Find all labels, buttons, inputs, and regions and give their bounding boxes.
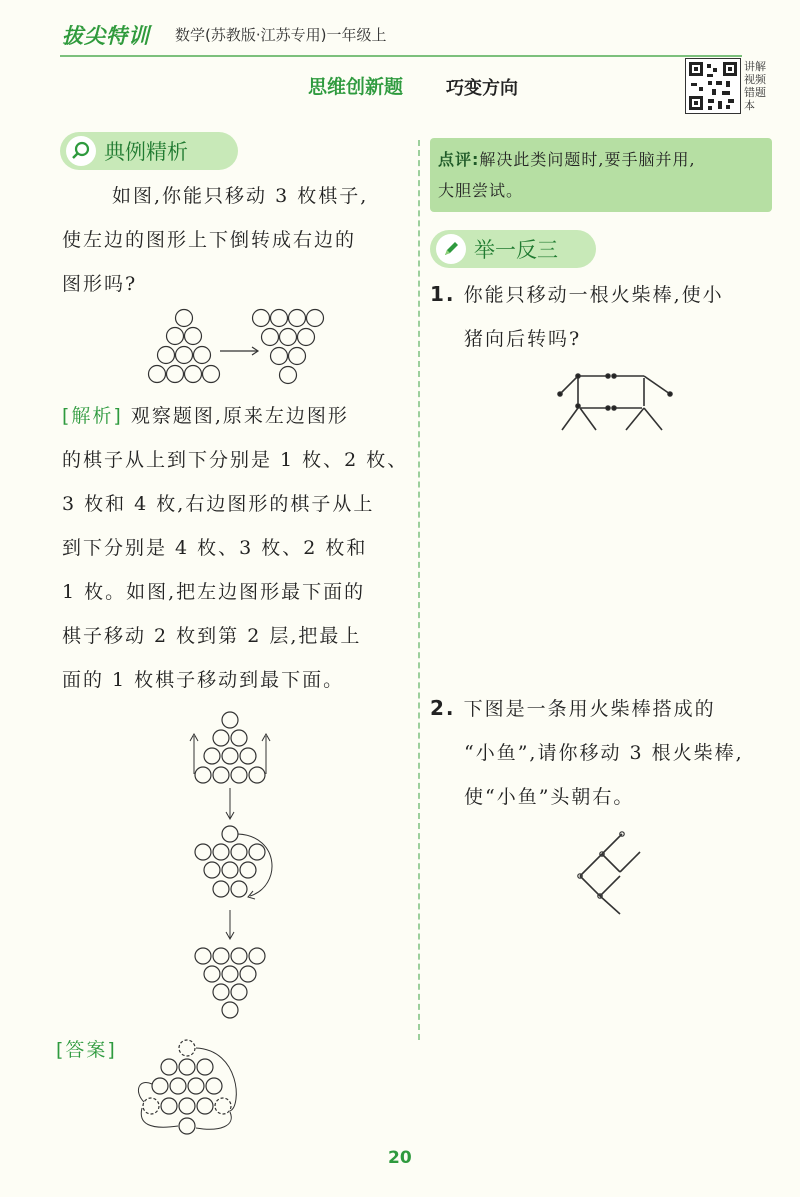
example-tag-label: 典例精析 [104,140,188,164]
magnifier-icon [66,136,96,166]
analysis-line: 面的 1 枚棋子移动到最下面。 [62,669,345,691]
analysis-steps-figure [180,706,300,1026]
analysis-line: 观察题图,原来左边图形 [122,405,349,427]
question-line: 图形吗? [62,273,138,295]
practice-tag [430,230,596,268]
comment-line: 大胆尝试。 [438,181,524,200]
header-rule [60,55,742,57]
question-1-line: 你能只移动一根火柴棒,使小 [463,284,724,306]
matchstick-pig-figure [550,366,690,446]
question-1 [430,272,780,361]
analysis-line: 的棋子从上到下分别是 1 枚、2 枚、 [62,449,409,471]
question-1-number: 1. [430,282,456,306]
section-title: 思维创新题 [308,76,404,98]
column-divider [418,140,420,1040]
example-question [62,174,412,306]
analysis-line: 3 枚和 4 枚,右边图形的棋子从上 [62,493,375,515]
question-2-line: 下图是一条用火柴棒搭成的 [463,698,716,720]
example-tag [60,132,238,170]
analysis-label: [解析] [62,405,123,427]
question-2-line: “小鱼”,请你移动 3 根火柴棒, [464,742,744,764]
brand-logo: 拔尖特训 [62,24,150,48]
question-2 [430,686,780,819]
comment-box [430,138,772,212]
analysis-text [62,394,412,702]
section-subtitle: 巧变方向 [446,78,518,99]
question-line: 使左边的图形上下倒转成右边的 [62,229,357,251]
chess-triangle-figure [136,306,336,386]
question-2-number: 2. [430,696,456,720]
book-series-title: 数学(苏教版·江苏专用)一年级上 [175,26,387,44]
analysis-line: 棋子移动 2 枚到第 2 层,把最上 [62,625,362,647]
practice-tag-label: 举一反三 [474,238,558,262]
pencil-icon [436,234,466,264]
qr-label: 讲解视频 错题本 [744,60,766,112]
page-number: 20 [388,1148,412,1168]
comment-line: 解决此类问题时,要手脑并用, [479,150,696,169]
analysis-line: 到下分别是 4 枚、3 枚、2 枚和 [62,537,368,559]
question-line: 如图,你能只移动 3 枚棋子, [112,185,369,207]
qr-code-icon[interactable] [685,58,741,114]
comment-label: 点评: [438,150,480,169]
analysis-line: 1 枚。如图,把左边图形最下面的 [62,581,366,603]
matchstick-fish-figure [570,828,650,918]
answer-figure [130,1036,260,1136]
question-2-line: 使“小鱼”头朝右。 [464,786,635,808]
answer-label: [答案] [56,1039,117,1061]
question-1-line: 猪向后转吗? [464,328,582,350]
